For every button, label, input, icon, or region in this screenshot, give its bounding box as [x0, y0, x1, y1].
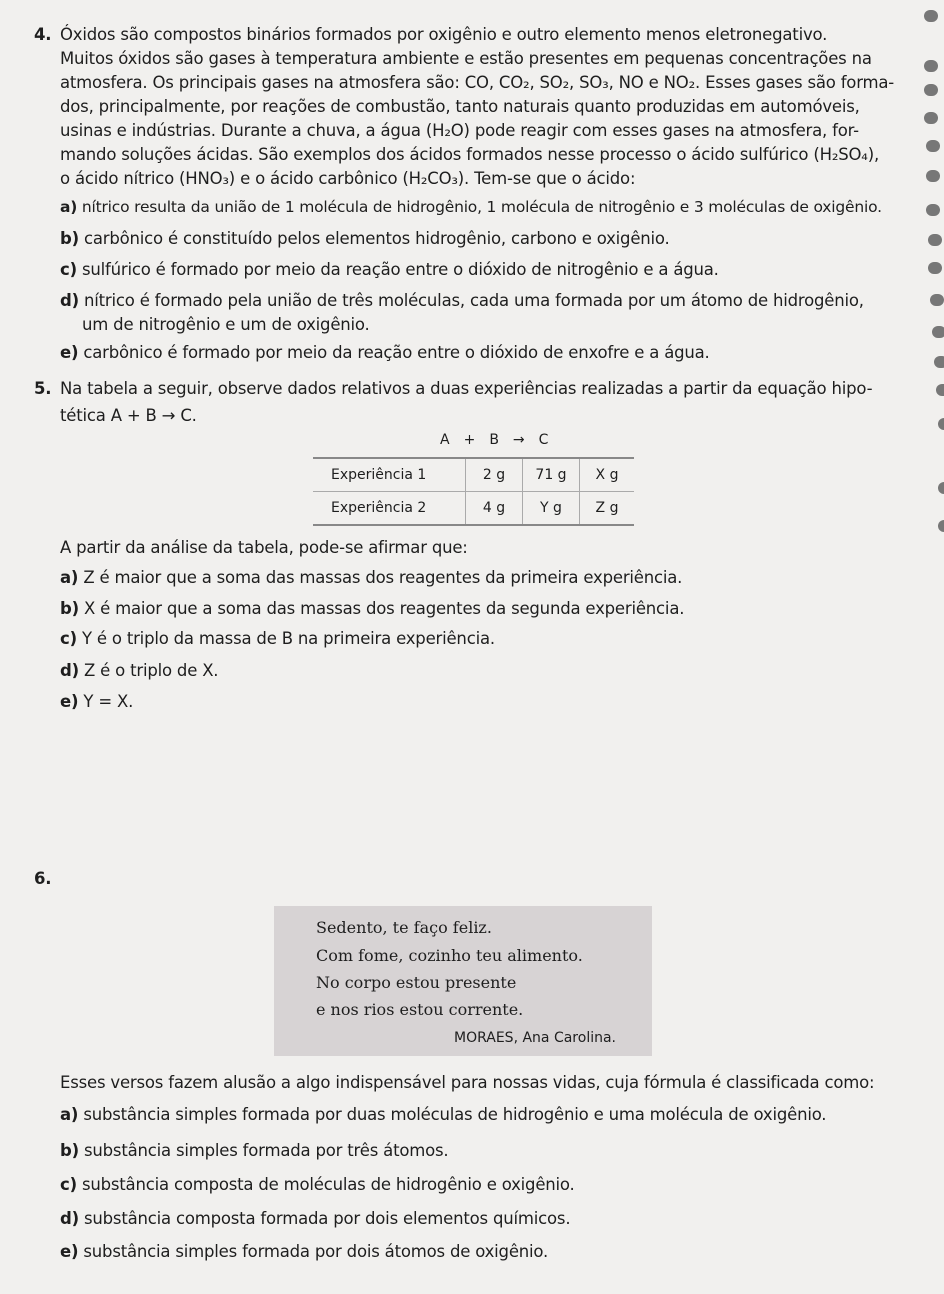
option-text: Y = X.	[83, 692, 134, 711]
option-text: carbônico é constituído pelos elementos hidrogênio, carbono e oxigênio.	[84, 229, 670, 248]
option-label: d)	[60, 291, 79, 310]
q5-option-a[interactable]	[60, 567, 682, 589]
table-cell: Y g	[523, 492, 580, 526]
eq-a: A	[440, 432, 450, 448]
q4-option-a[interactable]	[60, 196, 882, 218]
table-cell: X g	[580, 458, 635, 492]
q4-line-5: usinas e indústrias. Durante a chuva, a água (H₂O) pode reagir com esses gases na atmosfera, for-	[60, 121, 859, 140]
poem-author: MORAES, Ana Carolina.	[454, 1030, 616, 1046]
edge-mark	[928, 262, 942, 274]
table-cell: Experiência 1	[331, 467, 427, 483]
edge-mark	[934, 356, 944, 368]
q5-option-b[interactable]	[60, 598, 684, 620]
poem-line-3: No corpo estou presente	[316, 973, 517, 992]
q6-option-b[interactable]	[60, 1140, 448, 1162]
poem-line-2: Com fome, cozinho teu alimento.	[316, 946, 583, 965]
edge-mark	[930, 294, 944, 306]
table-cell: 4 g	[466, 492, 523, 526]
table-cell: Experiência 2	[331, 500, 427, 516]
option-label: c)	[60, 260, 77, 279]
equation-header	[440, 432, 562, 448]
q4-line-2: Muitos óxidos são gases à temperatura ambiente e estão presentes em pequenas concentrações na	[60, 49, 872, 68]
option-label: c)	[60, 1175, 77, 1194]
q5-option-e[interactable]	[60, 691, 133, 713]
option-label: d)	[60, 661, 79, 680]
eq-arrow: →	[512, 432, 525, 448]
option-label: e)	[60, 1242, 79, 1261]
option-text: substância composta formada por dois elementos químicos.	[84, 1209, 571, 1228]
option-label: b)	[60, 599, 79, 618]
q5-number: 5.	[34, 379, 52, 398]
q4-option-b[interactable]	[60, 228, 670, 250]
option-text: sulfúrico é formado por meio da reação entre o dióxido de nitrogênio e a água.	[81, 260, 719, 279]
option-text: substância simples formada por dois átomos de oxigênio.	[83, 1242, 549, 1261]
table-cell: 2 g	[466, 458, 523, 492]
q4-option-e[interactable]	[60, 342, 710, 364]
table-cell: 71 g	[523, 458, 580, 492]
option-text: substância simples formada por três átomos.	[84, 1141, 449, 1160]
option-label: b)	[60, 229, 79, 248]
q6-option-d[interactable]	[60, 1208, 570, 1230]
q4-number: 4.	[34, 25, 52, 44]
q5-option-c[interactable]	[60, 628, 495, 650]
edge-mark	[926, 204, 940, 216]
option-label: a)	[60, 568, 79, 587]
q5-prompt: A partir da análise da tabela, pode-se afirmar que:	[60, 538, 468, 557]
option-label: a)	[60, 198, 78, 216]
table-row	[313, 492, 634, 526]
experiments-table	[313, 457, 634, 526]
edge-mark	[924, 10, 938, 22]
q5-line-2: tética A + B → C.	[60, 406, 197, 425]
option-label: e)	[60, 692, 79, 711]
option-text: X é maior que a soma das massas dos reagentes da segunda experiência.	[84, 599, 685, 618]
edge-mark	[924, 112, 938, 124]
option-text: Z é maior que a soma das massas dos reagentes da primeira experiência.	[83, 568, 683, 587]
option-text: carbônico é formado por meio da reação entre o dióxido de enxofre e a água.	[83, 343, 710, 362]
q6-option-c[interactable]	[60, 1174, 575, 1196]
poem-line-1: Sedento, te faço feliz.	[316, 918, 492, 937]
q4-line-3: atmosfera. Os principais gases na atmosfera são: CO, CO₂, SO₂, SO₃, NO e NO₂. Esses gases são forma-	[60, 73, 895, 92]
eq-b: B	[489, 432, 499, 448]
option-label: d)	[60, 1209, 79, 1228]
eq-c: C	[538, 432, 549, 448]
q4-option-d[interactable]	[60, 290, 864, 312]
q6-number: 6.	[34, 869, 52, 888]
q5-line-1: Na tabela a seguir, observe dados relativos a duas experiências realizadas a partir da equação hipo-	[60, 379, 873, 398]
option-text: substância simples formada por duas moléculas de hidrogênio e uma molécula de oxigênio.	[83, 1105, 827, 1124]
option-text: substância composta de moléculas de hidrogênio e oxigênio.	[81, 1175, 575, 1194]
q4-option-c[interactable]	[60, 259, 719, 281]
eq-plus: +	[463, 432, 476, 448]
edge-mark	[938, 482, 944, 494]
q4-line-1: Óxidos são compostos binários formados por oxigênio e outro elemento menos eletronegativo.	[60, 25, 828, 44]
q6-option-a[interactable]	[60, 1104, 826, 1126]
poem-line-4: e nos rios estou corrente.	[316, 1000, 524, 1019]
edge-mark	[926, 170, 940, 182]
table-cell: Z g	[580, 492, 635, 526]
q4-line-6: mando soluções ácidas. São exemplos dos ácidos formados nesse processo o ácido sulfúrico (H₂SO₄),	[60, 145, 879, 164]
option-text: nítrico é formado pela união de três moléculas, cada uma formada por um átomo de hidrogênio,	[84, 291, 864, 310]
q4-option-d-cont: um de nitrogênio e um de oxigênio.	[82, 315, 370, 334]
edge-mark	[936, 384, 944, 396]
edge-mark	[932, 326, 944, 338]
edge-mark	[938, 418, 944, 430]
option-label: c)	[60, 629, 77, 648]
q6-option-e[interactable]	[60, 1241, 548, 1263]
option-text: nítrico resulta da união de 1 molécula de hidrogênio, 1 molécula de nitrogênio e 3 moléculas de oxigênio.	[81, 198, 882, 216]
edge-mark	[926, 140, 940, 152]
edge-mark	[928, 234, 942, 246]
edge-mark	[924, 60, 938, 72]
edge-mark	[924, 84, 938, 96]
option-label: e)	[60, 343, 79, 362]
option-text: Z é o triplo de X.	[84, 661, 219, 680]
table-row	[313, 458, 634, 492]
q4-line-7: o ácido nítrico (HNO₃) e o ácido carbônico (H₂CO₃). Tem-se que o ácido:	[60, 169, 636, 188]
q4-line-4: dos, principalmente, por reações de combustão, tanto naturais quanto produzidas em automóveis,	[60, 97, 860, 116]
option-text: Y é o triplo da massa de B na primeira experiência.	[81, 629, 495, 648]
edge-mark	[938, 520, 944, 532]
q5-option-d[interactable]	[60, 660, 218, 682]
q6-prompt: Esses versos fazem alusão a algo indispensável para nossas vidas, cuja fórmula é classificada como:	[60, 1073, 875, 1092]
option-label: a)	[60, 1105, 79, 1124]
option-label: b)	[60, 1141, 79, 1160]
